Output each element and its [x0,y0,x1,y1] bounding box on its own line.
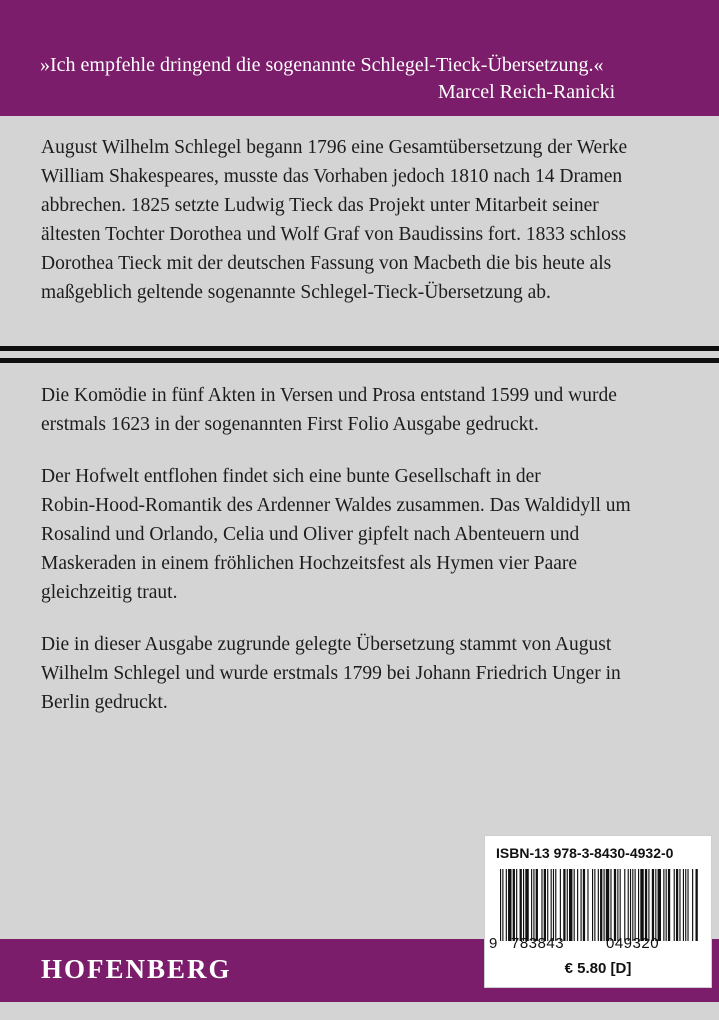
barcode-bar [574,869,575,941]
barcode-digits-right: 049320 [606,935,660,952]
quote-text: »Ich empfehle dringend die sogenannte Schlegel-Tieck-Übersetzung.« [40,54,604,76]
barcode-bar [592,869,593,941]
barcode-bar [587,869,588,941]
barcode-bar [604,869,605,941]
barcode-bar [523,869,524,941]
barcode-bar [676,869,678,941]
barcode-bar [600,869,602,941]
barcode-bar [531,869,532,941]
barcode-bar [610,869,611,941]
text-line: Maskeraden in einem fröhlichen Hochzeitsfest als Hymen vier Paare [41,553,578,574]
barcode-digit-first: 9 [489,935,498,952]
barcode-bar [674,869,675,941]
barcode-bar [598,869,599,941]
barcode-bar [520,869,522,941]
text-line: Der Hofwelt entflohen findet sich eine bunte Gesellschaft in der [41,466,541,487]
barcode-bar [632,869,633,941]
isbn-text: ISBN-13 978-3-8430-4932-0 [496,845,674,861]
barcode-bar [551,869,552,941]
barcode-bar [606,869,609,941]
barcode-bar [687,869,688,941]
barcode-bar [567,869,568,941]
quote-band [0,0,719,116]
barcode-bar [555,869,556,941]
barcode-bar [506,869,507,941]
barcode-icon [499,869,699,941]
text-line: August Wilhelm Schlegel begann 1796 eine Gesamtübersetzung der Werke [41,137,628,158]
barcode-bar [655,869,656,941]
barcode-bar [525,869,528,941]
text-line: Berlin gedruckt. [41,692,168,713]
body-paragraph-3 [41,630,691,717]
barcode-bar [666,869,667,941]
text-line: gleichzeitig traut. [41,582,178,603]
barcode-bar [516,869,517,941]
barcode-bar [685,869,686,941]
barcode-bar [614,869,616,941]
text-line: Robin-Hood-Romantik des Ardenner Waldes zusammen. Das Waldidyll um [41,495,631,516]
text-line: Wilhelm Schlegel und wurde erstmals 1799 bei Johann Friedrich Unger in [41,663,621,684]
barcode-bar [683,869,684,941]
barcode-bar [628,869,629,941]
barcode-bar [577,869,578,941]
text-line: William Shakespeares, musste das Vorhaben jedoch 1810 nach 14 Dramen [41,166,623,187]
body-paragraph-1 [41,381,691,439]
text-line: Die Komödie in fünf Akten in Versen und Prosa entstand 1599 und wurde [41,385,617,406]
divider-rule [0,358,719,363]
barcode-bar [638,869,639,941]
text-line: Rosalind und Orlando, Celia und Oliver gipfelt nach Abenteuern und [41,524,580,545]
divider-rule [0,346,719,351]
barcode-bar [696,869,698,941]
barcode-bar [563,869,565,941]
barcode-bar [645,869,647,941]
barcode-bar [630,869,631,941]
barcode-label [484,835,712,988]
barcode-bar [648,869,649,941]
price-label: € 5.80 [D] [564,960,632,977]
barcode-bar [569,869,572,941]
quote-author: Marcel Reich-Ranicki [438,81,616,103]
barcode-bar [640,869,643,941]
text-line: erstmals 1623 in der sogenannten First Folio Ausgabe gedruckt. [41,414,539,435]
text-line: maßgeblich geltende sogenannte Schlegel-Tieck-Übersetzung ab. [41,282,551,303]
body-paragraph-2 [41,462,691,607]
barcode-bar [513,869,515,941]
text-line: ältesten Tochter Dorothea und Wolf Graf von Baudissins fort. 1833 schloss [41,224,627,245]
barcode-bar [581,869,582,941]
text-line: Die in dieser Ausgabe zugrunde gelegte Übersetzung stammt von August [41,634,612,655]
barcode-bar [508,869,511,941]
publisher-logo: HOFENBERG [41,954,232,984]
intro-paragraph [41,133,691,307]
barcode-bar [594,869,595,941]
barcode-bar [617,869,618,941]
barcode-bar [668,869,670,941]
barcode-bar [679,869,680,941]
text-line: Dorothea Tieck mit der deutschen Fassung von Macbeth die bis heute als [41,253,612,274]
text-line: abbrechen. 1825 setzte Ludwig Tieck das Projekt unter Mitarbeit seiner [41,195,599,216]
barcode-bar [560,869,561,941]
barcode-bar [533,869,534,941]
barcode-bar [547,869,548,941]
barcode-bar [635,869,636,941]
barcode-bar [624,869,625,941]
barcode-bar [652,869,654,941]
barcode-bar [536,869,538,941]
barcode-bar [502,869,503,941]
barcode-bar [553,869,554,941]
barcode-bar [692,869,693,941]
barcode-bar [620,869,621,941]
barcode-bar [541,869,542,941]
barcode-bar [658,869,661,941]
barcode-bar [544,869,546,941]
barcode-digits-left: 783843 [511,935,565,952]
barcode-bar [583,869,585,941]
barcode-bar [500,869,501,941]
barcode-bar [663,869,664,941]
